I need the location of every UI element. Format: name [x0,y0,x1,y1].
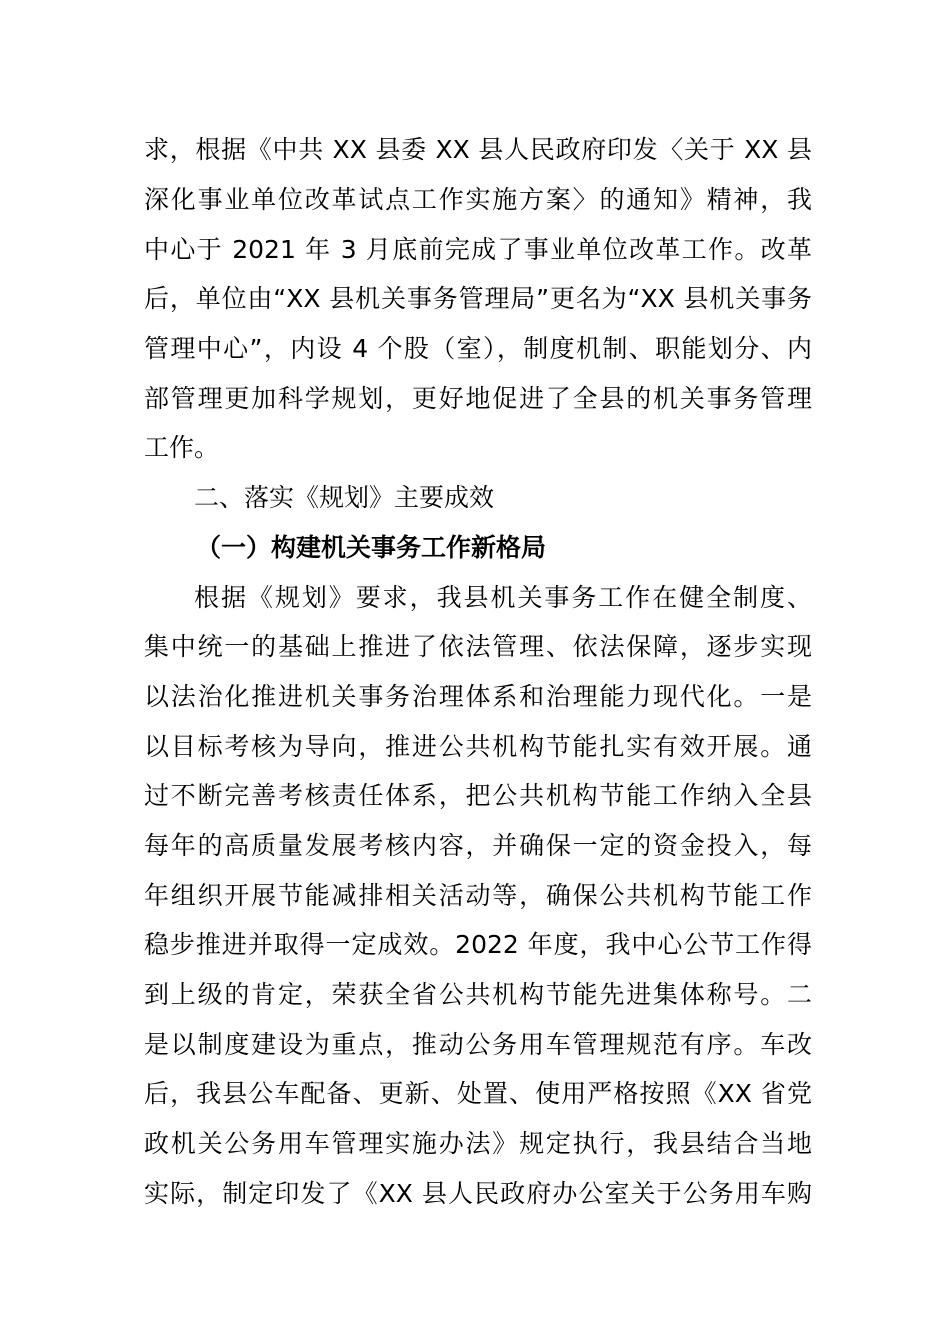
paragraph-line: 每年的高质量发展考核内容，并确保一定的资金投入，每 [144,831,812,860]
paragraph-line: 深化事业单位改革试点工作实施方案〉的通知》精神，我 [144,185,812,214]
paragraph-line: 管理中心”，内设 4 个股（室），制度机制、职能划分、内 [144,334,812,363]
paragraph-line: 年组织开展节能减排相关活动等，确保公共机构节能工作 [144,881,812,910]
paragraph-line: 过不断完善考核责任体系，把公共机构节能工作纳入全县 [144,781,812,810]
paragraph-line: 稳步推进并取得一定成效。2022 年度，我中心公节工作得 [144,930,812,959]
paragraph-line: 实际，制定印发了《XX 县人民政府办公室关于公务用车购 [144,1179,812,1208]
paragraph-line: 求，根据《中共 XX 县委 XX 县人民政府印发〈关于 XX 县 [144,135,812,164]
paragraph-line: 政机关公务用车管理实施办法》规定执行，我县结合当地 [144,1129,812,1158]
paragraph-line: 到上级的肯定，荣获全省公共机构节能先进集体称号。二 [144,980,812,1009]
subsection-heading: （一）构建机关事务工作新格局 [196,533,547,562]
paragraph-line: 工作。 [144,433,220,462]
paragraph-line: 后，单位由“XX 县机关事务管理局”更名为“XX 县机关事务 [144,284,812,313]
paragraph-line: 部管理更加科学规划，更好地促进了全县的机关事务管理 [144,384,812,413]
paragraph-line: 根据《规划》要求，我县机关事务工作在健全制度、 [194,583,812,612]
section-heading: 二、落实《规划》主要成效 [194,483,495,512]
paragraph-line: 中心于 2021 年 3 月底前完成了事业单位改革工作。改革 [144,235,812,264]
paragraph-line: 以目标考核为导向，推进公共机构节能扎实有效开展。通 [144,732,812,761]
paragraph-line: 是以制度建设为重点，推动公务用车管理规范有序。车改 [144,1030,812,1059]
paragraph-line: 集中统一的基础上推进了依法管理、依法保障，逐步实现 [144,632,812,661]
paragraph-line: 以法治化推进机关事务治理体系和治理能力现代化。一是 [144,682,812,711]
paragraph-line: 后，我县公车配备、更新、处置、使用严格按照《XX 省党 [144,1079,812,1108]
